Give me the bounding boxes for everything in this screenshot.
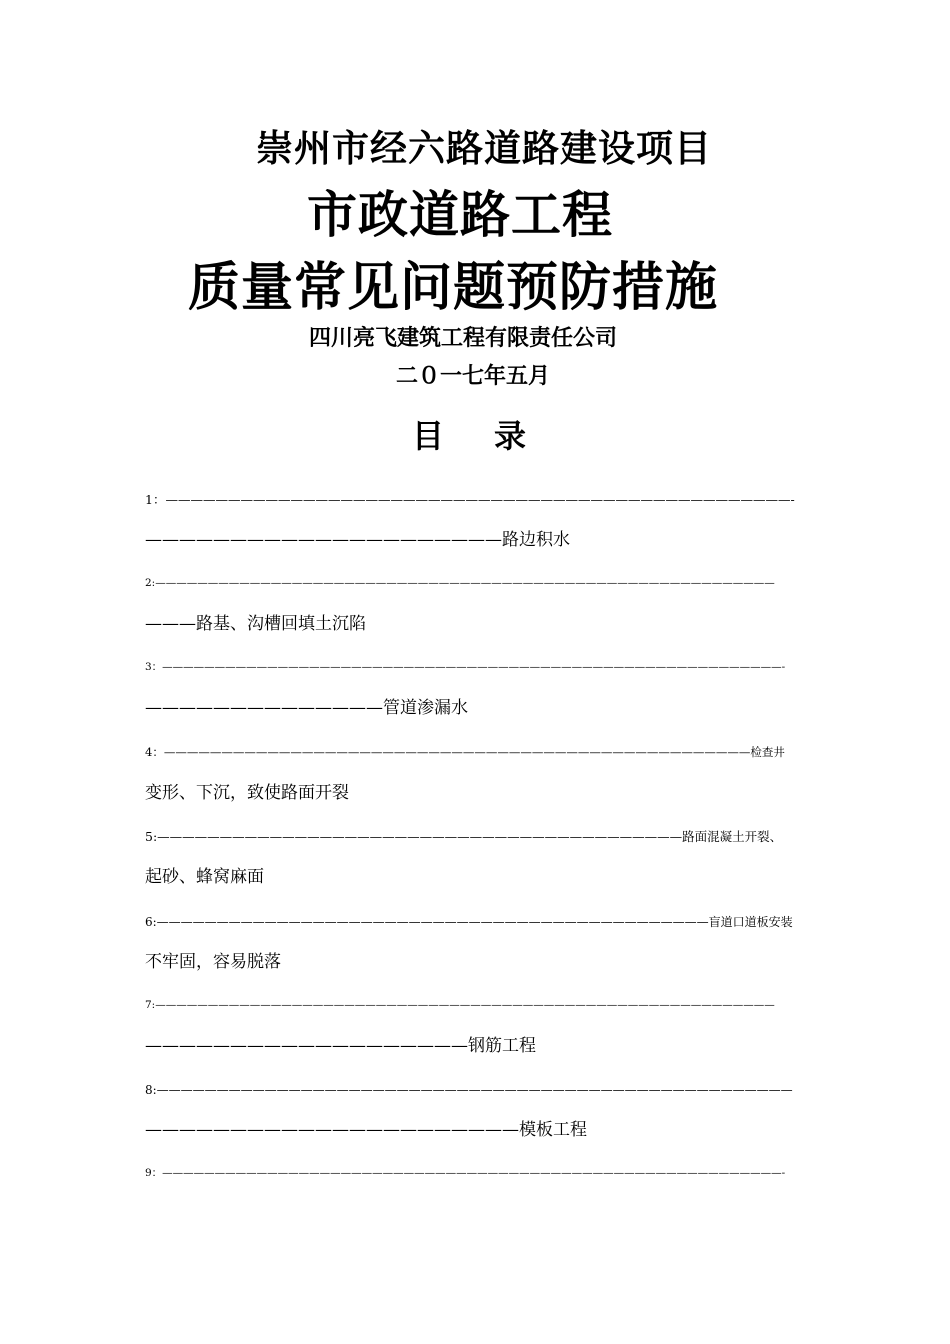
toc-line: 7:——————————————————————————————————————————————————————————— <box>145 999 775 1011</box>
toc-line: ——————————————管道渗漏水 <box>145 698 468 718</box>
toc-line: 2:——————————————————————————————————————————————————————————— <box>145 577 775 589</box>
document-date: 二０一七年五月 <box>396 363 551 389</box>
toc-line: ———————————————————钢筋工程 <box>145 1036 536 1056</box>
toc-line: 变形、下沉，致使路面开裂 <box>145 783 349 803</box>
company-name: 四川亮飞建筑工程有限责任公司 <box>309 325 618 351</box>
toc-heading: 目录 <box>412 417 577 455</box>
toc-line: 9：———————————————————————————————————————————————————————————- <box>145 1167 786 1179</box>
toc-line: 3：———————————————————————————————————————————————————————————- <box>145 661 786 673</box>
toc-line: —————————————————————路边积水 <box>145 530 570 550</box>
toc-line: 8:————————————————————————————————————————————————————— <box>145 1083 793 1097</box>
toc-line: 起砂、蜂窝麻面 <box>145 867 264 887</box>
toc-line: 不牢固，容易脱落 <box>145 952 281 972</box>
project-title: 崇州市经六路道路建设项目 <box>256 127 712 170</box>
toc-line: 4：———————————————————————————————————————————————————检查井 <box>145 745 785 759</box>
toc-line: ———路基、沟槽回填土沉陷 <box>145 614 366 634</box>
main-title: 市政道路工程 <box>307 186 613 244</box>
toc-line: 1：——————————————————————————————————————————————————- <box>145 492 795 507</box>
toc-line: 6:——————————————————————————————————————————————盲道口道板安装 <box>145 915 793 929</box>
toc-line: ——————————————————————模板工程 <box>145 1120 587 1140</box>
subtitle: 质量常见问题预防措施 <box>188 258 719 318</box>
toc-line: 5:——————————————————————————————————————————路面混凝土开裂、 <box>145 829 783 844</box>
